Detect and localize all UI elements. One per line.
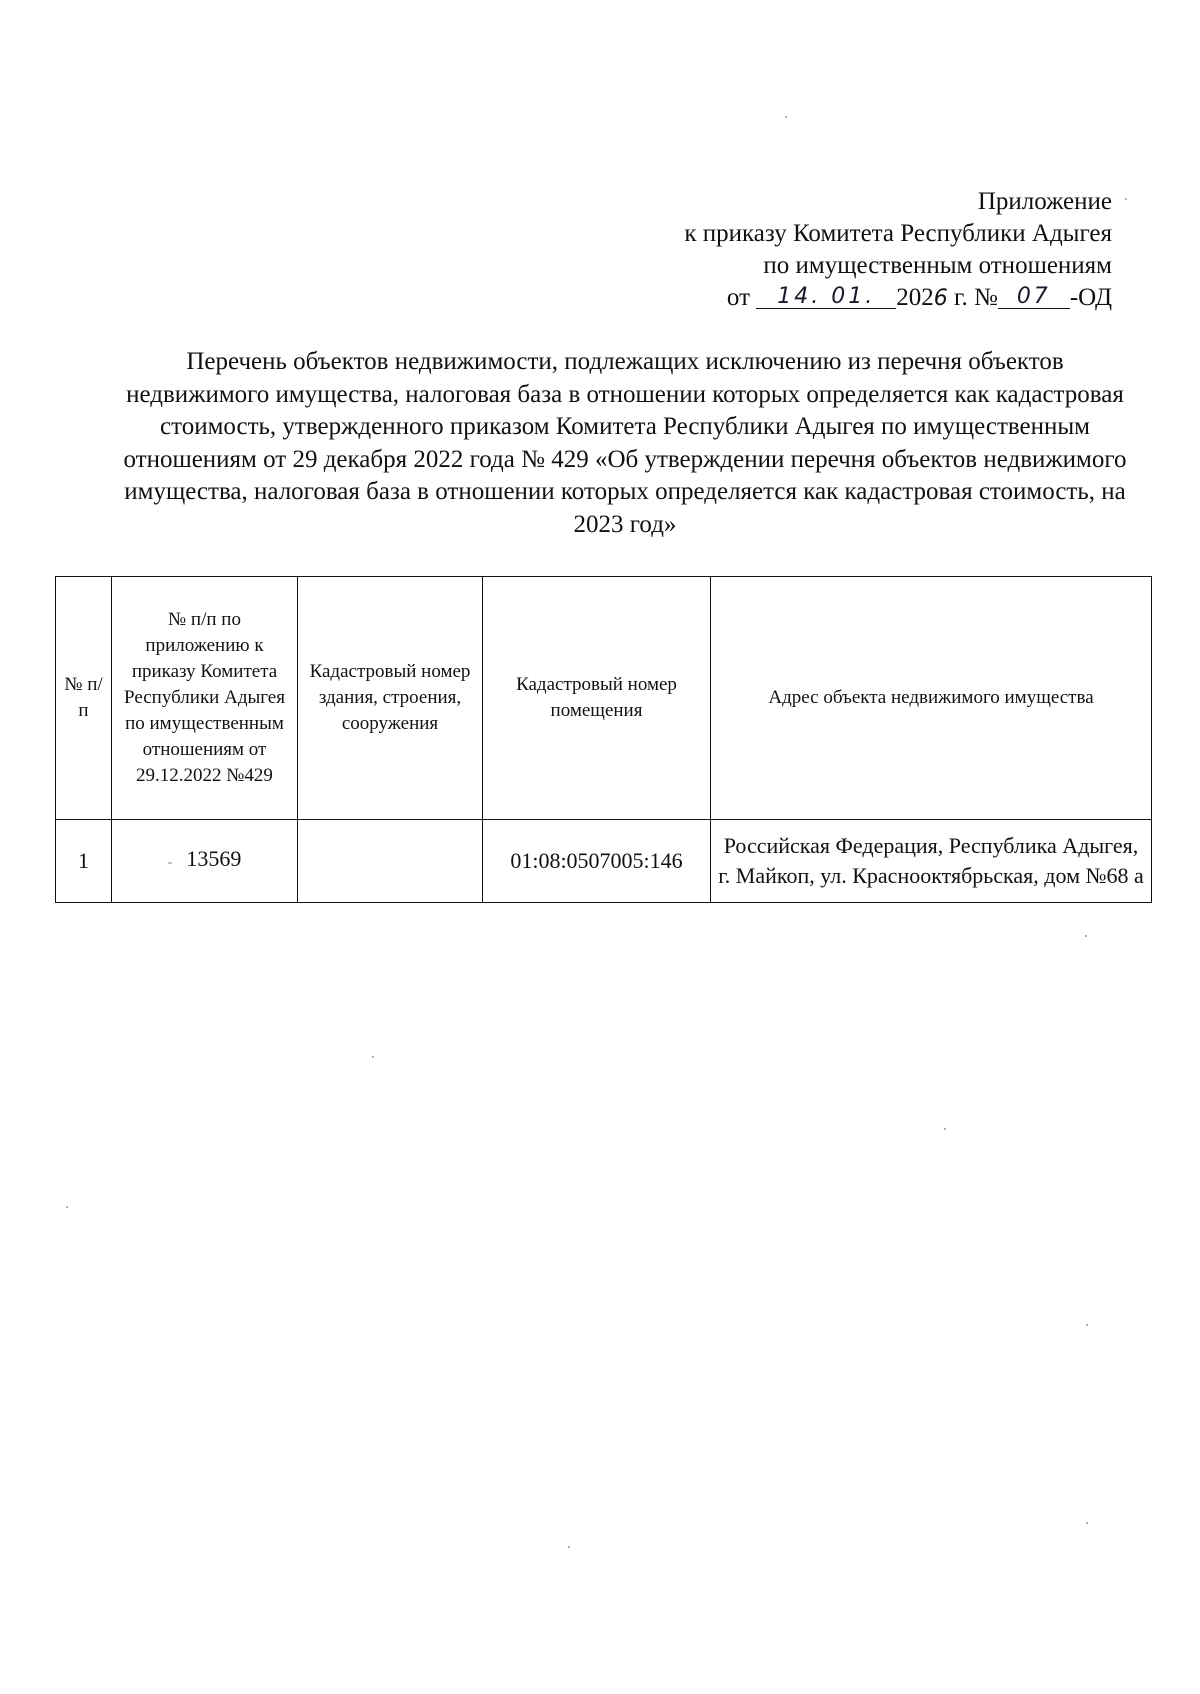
order-number-label: г. № xyxy=(954,284,998,311)
scan-speck xyxy=(1125,198,1127,200)
scan-mark-icon: - xyxy=(167,855,173,870)
cell-ref-num-value: 13569 xyxy=(186,846,242,871)
cell-address: Российская Федерация, Республика Адыгея, г. Майкоп, ул. Краснооктябрьская, дом №68 а xyxy=(711,820,1152,903)
header-address: Адрес объекта недвижимого имущества xyxy=(711,577,1152,820)
appendix-title: Приложение xyxy=(977,188,1112,215)
table-row xyxy=(56,820,1152,903)
order-year-handwritten: 6 xyxy=(933,286,948,311)
header-building-cadastral: Кадастровый номер здания, строения, сооружения xyxy=(298,577,483,820)
scan-speck xyxy=(1086,1522,1088,1524)
appendix-committee: по имущественным отношениям xyxy=(763,252,1112,279)
cell-ref-num xyxy=(112,820,298,903)
scan-speck xyxy=(785,116,787,118)
order-date-handwritten: 14. 01. xyxy=(777,284,876,309)
order-number-field xyxy=(998,282,1070,309)
header-premises-cadastral: Кадастровый номер помещения xyxy=(483,577,711,820)
scan-speck xyxy=(372,1056,374,1058)
scan-speck xyxy=(1086,1324,1088,1326)
scan-speck xyxy=(66,1206,68,1208)
cell-num: 1 xyxy=(56,820,112,903)
objects-table xyxy=(55,576,1152,903)
appendix-order-ref: к приказу Комитета Республики Адыгея xyxy=(684,220,1112,247)
document-title: Перечень объектов недвижимости, подлежащих исключению из перечня объектов недвижимого имущества, налоговая база в отношении которых определяется как кадастровая стоимость, утвержденного приказом Комитета Республики Адыгея по имущественным отношениям от 29 декабря 2022 года № 429 «Об утверждении перечня объектов недвижимого имущества, налоговая база в отношении которых определяется как кадастровая стоимость, на 2023 год» xyxy=(123,348,1127,538)
scan-speck xyxy=(944,1128,946,1130)
objects-table-wrap xyxy=(55,576,1151,903)
order-date-prefix: от xyxy=(726,284,751,311)
order-number-handwritten: 07 xyxy=(1016,284,1051,309)
order-date-number-line xyxy=(592,282,1112,315)
order-date-field xyxy=(756,282,896,309)
header-num: № п/п xyxy=(56,577,112,820)
order-year-printed: 202 xyxy=(896,284,934,311)
appendix-header xyxy=(592,186,1112,315)
order-number-suffix: -ОД xyxy=(1069,284,1112,311)
cell-premises-cadastral: 01:08:0507005:146 xyxy=(483,820,711,903)
scan-speck xyxy=(1085,935,1087,937)
cell-building-cadastral xyxy=(298,820,483,903)
table-header-row xyxy=(56,577,1152,820)
header-ref-num: № п/п по приложению к приказу Комитета Республики Адыгея по имущественным отношениям от 29.12.2022 №429 xyxy=(112,577,298,820)
scan-speck xyxy=(568,1546,570,1548)
